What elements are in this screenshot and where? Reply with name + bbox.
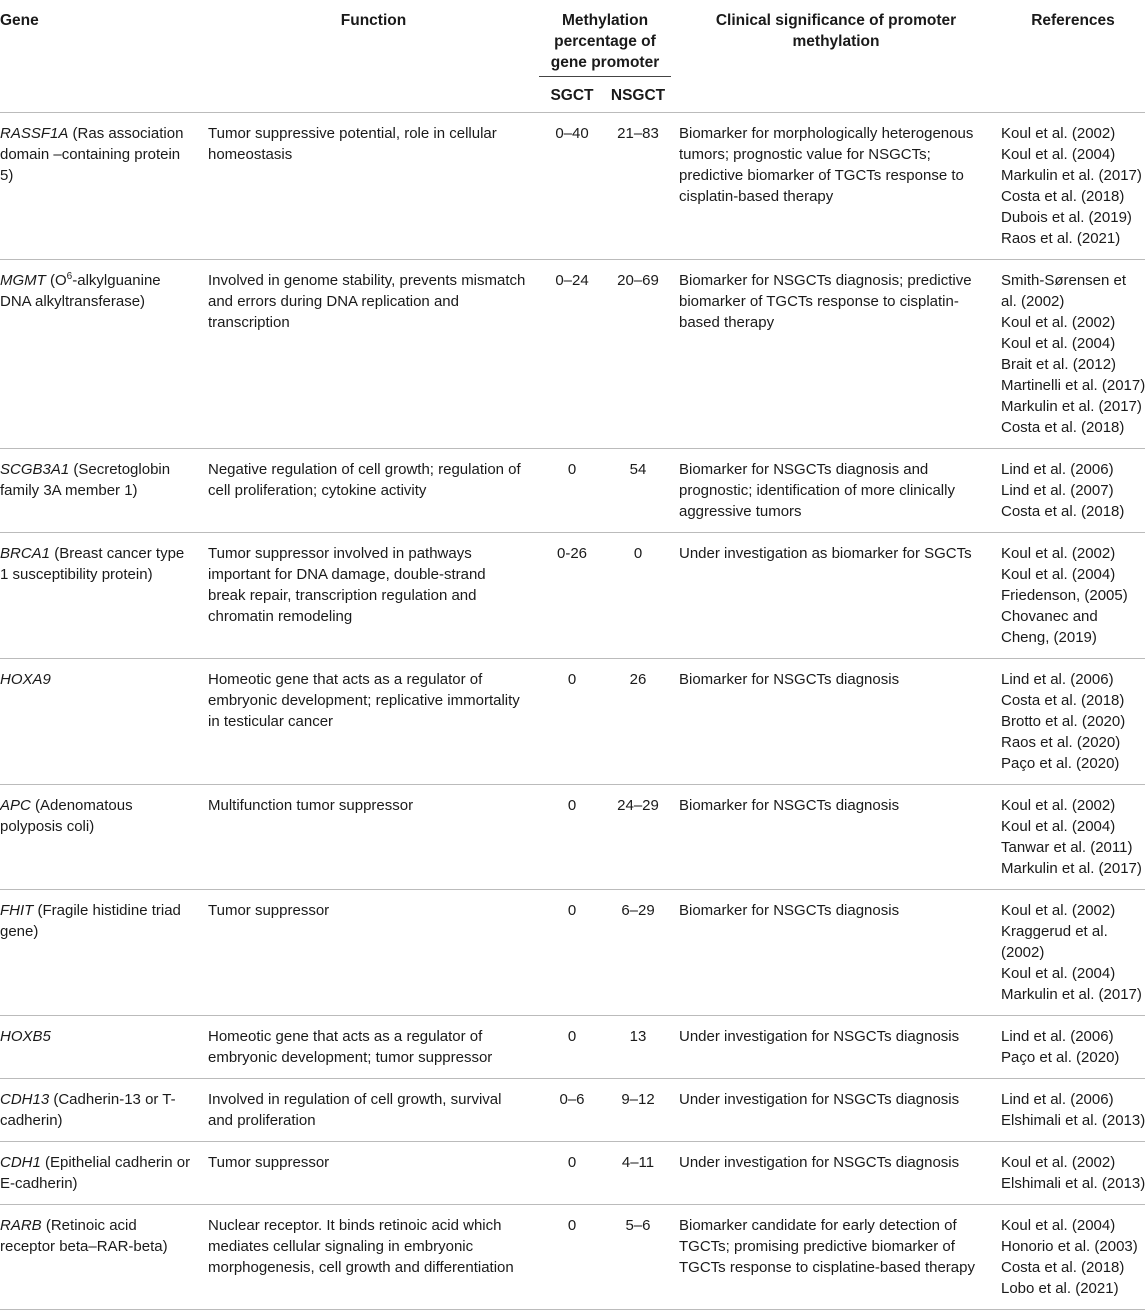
sgct-cell: 0–40 — [555, 125, 589, 142]
reference: Raos et al. (2020) — [1001, 734, 1121, 751]
references-cell — [1001, 659, 1145, 785]
gene-symbol: RARB — [0, 1217, 42, 1234]
header-clinical: Clinical significance of promoter methylation — [715, 12, 957, 50]
reference: Martinelli et al. (2017) — [1001, 377, 1145, 394]
gene-name-sup: 6 — [66, 271, 73, 282]
sgct-cell: 0 — [567, 1154, 577, 1171]
gene-name: (Breast cancer type 1 susceptibility protein) — [0, 545, 185, 583]
header-function: Function — [340, 12, 407, 29]
nsgct-cell: 5–6 — [625, 1217, 651, 1234]
gene-symbol: SCGB3A1 — [0, 461, 70, 478]
table-row — [0, 890, 1145, 1016]
function-cell: Nuclear receptor. It binds retinoic acid which mediates cellular signaling in embryonic morphogenesis, cell growth and differentiation — [208, 1217, 514, 1276]
gene-symbol: MGMT — [0, 272, 46, 289]
reference: Tanwar et al. (2011) — [1001, 839, 1133, 856]
reference: Koul et al. (2004) — [1001, 818, 1116, 835]
reference: Markulin et al. (2017) — [1001, 167, 1142, 184]
reference: Koul et al. (2004) — [1001, 965, 1116, 982]
reference: Brait et al. (2012) — [1001, 356, 1117, 373]
sgct-cell: 0–24 — [555, 272, 589, 289]
table-row — [0, 1142, 1145, 1205]
clinical-cell: Under investigation for NSGCTs diagnosis — [679, 1091, 960, 1108]
reference: Lind et al. (2007) — [1001, 482, 1114, 499]
nsgct-cell: 54 — [629, 461, 647, 478]
header-sgct: SGCT — [550, 87, 594, 104]
nsgct-cell: 20–69 — [617, 272, 659, 289]
sgct-cell: 0–6 — [559, 1091, 585, 1108]
header-references: References — [1031, 12, 1115, 29]
references-cell — [1001, 1142, 1145, 1205]
clinical-cell: Biomarker for NSGCTs diagnosis; predictive biomarker of TGCTs response to cisplatin-based therapy — [679, 272, 972, 331]
reference: Koul et al. (2002) — [1001, 545, 1116, 562]
function-cell: Multifunction tumor suppressor — [208, 797, 414, 814]
gene-symbol: APC — [0, 797, 31, 814]
table-row — [0, 1016, 1145, 1079]
reference: Elshimali et al. (2013) — [1001, 1175, 1145, 1192]
gene-cell — [0, 1016, 208, 1079]
gene-cell — [0, 260, 208, 449]
references-cell — [1001, 113, 1145, 260]
function-cell: Involved in regulation of cell growth, survival and proliferation — [208, 1091, 502, 1129]
function-cell: Tumor suppressor — [208, 902, 330, 919]
reference: Brotto et al. (2020) — [1001, 713, 1126, 730]
reference: Markulin et al. (2017) — [1001, 860, 1142, 877]
clinical-cell: Biomarker for NSGCTs diagnosis and prognostic; identification of more clinically aggressive tumors — [679, 461, 955, 520]
reference: Friedenson, (2005) — [1001, 587, 1128, 604]
gene-name-post: -alkylguanine DNA alkyltransferase) — [0, 272, 161, 310]
reference: Koul et al. (2002) — [1001, 902, 1116, 919]
sgct-cell: 0 — [567, 902, 577, 919]
reference: Lind et al. (2006) — [1001, 671, 1114, 688]
gene-symbol: CDH1 — [0, 1154, 41, 1171]
reference: Koul et al. (2002) — [1001, 314, 1116, 331]
gene-name: (Secretoglobin family 3A member 1) — [0, 461, 171, 499]
header-methylation-label: Methylation percentage of gene promoter — [539, 10, 671, 77]
reference: Lind et al. (2006) — [1001, 461, 1114, 478]
table-row — [0, 659, 1145, 785]
table-row — [0, 449, 1145, 533]
gene-name: (Retinoic acid receptor beta–RAR-beta) — [0, 1217, 168, 1255]
reference: Paço et al. (2020) — [1001, 1049, 1120, 1066]
nsgct-cell: 6–29 — [621, 902, 655, 919]
reference: Koul et al. (2004) — [1001, 146, 1116, 163]
gene-name: (Adenomatous polyposis coli) — [0, 797, 133, 835]
gene-name: (Cadherin-13 or T-cadherin) — [0, 1091, 176, 1129]
reference: Chovanec and Cheng, (2019) — [1001, 608, 1098, 646]
header-nsgct: NSGCT — [610, 87, 666, 104]
reference: Lind et al. (2006) — [1001, 1091, 1114, 1108]
gene-name: (Ras association domain –containing protein 5) — [0, 125, 184, 184]
gene-name-pre: (O — [45, 272, 67, 289]
nsgct-cell: 9–12 — [621, 1091, 655, 1108]
reference: Costa et al. (2018) — [1001, 503, 1125, 520]
gene-cell — [0, 659, 208, 785]
reference: Elshimali et al. (2013) — [1001, 1112, 1145, 1129]
gene-symbol: BRCA1 — [0, 545, 51, 562]
sgct-cell: 0 — [567, 461, 577, 478]
function-cell: Tumor suppressor involved in pathways important for DNA damage, double-strand break repair, transcription regulation and chromatin remodeling — [208, 545, 486, 625]
reference: Koul et al. (2004) — [1001, 566, 1116, 583]
function-cell: Negative regulation of cell growth; regulation of cell proliferation; cytokine activity — [208, 461, 521, 499]
gene-symbol: HOXA9 — [0, 671, 51, 688]
gene-cell — [0, 1142, 208, 1205]
reference: Dubois et al. (2019) — [1001, 209, 1132, 226]
references-cell — [1001, 890, 1145, 1016]
sgct-cell: 0 — [567, 797, 577, 814]
table-row — [0, 533, 1145, 659]
gene-cell — [0, 785, 208, 890]
reference: Markulin et al. (2017) — [1001, 986, 1142, 1003]
gene-symbol: CDH13 — [0, 1091, 50, 1108]
reference: Koul et al. (2004) — [1001, 1217, 1116, 1234]
references-cell — [1001, 533, 1145, 659]
sgct-cell: 0 — [567, 671, 577, 688]
references-cell — [1001, 449, 1145, 533]
references-cell — [1001, 1079, 1145, 1142]
reference: Lobo et al. (2021) — [1001, 1280, 1119, 1297]
nsgct-cell: 26 — [629, 671, 647, 688]
references-cell — [1001, 785, 1145, 890]
gene-symbol: RASSF1A — [0, 125, 69, 142]
sgct-cell: 0-26 — [556, 545, 588, 562]
reference: Kraggerud et al. (2002) — [1001, 923, 1108, 961]
gene-symbol: HOXB5 — [0, 1028, 51, 1045]
clinical-cell: Biomarker candidate for early detection of TGCTs; promising predictive biomarker of TGCTs response to cisplatine-based therapy — [679, 1217, 975, 1276]
gene-name: (Fragile histidine triad gene) — [0, 902, 181, 940]
reference: Lind et al. (2006) — [1001, 1028, 1114, 1045]
clinical-cell: Biomarker for NSGCTs diagnosis — [679, 671, 900, 688]
reference: Costa et al. (2018) — [1001, 692, 1125, 709]
clinical-cell: Biomarker for NSGCTs diagnosis — [679, 797, 900, 814]
gene-cell — [0, 1079, 208, 1142]
sgct-cell: 0 — [567, 1028, 577, 1045]
reference: Smith-Sørensen et al. (2002) — [1001, 272, 1127, 310]
table-row — [0, 113, 1145, 260]
gene-cell — [0, 113, 208, 260]
table-row — [0, 260, 1145, 449]
references-cell — [1001, 1016, 1145, 1079]
reference: Markulin et al. (2017) — [1001, 398, 1142, 415]
nsgct-cell: 4–11 — [621, 1154, 655, 1171]
clinical-cell: Under investigation for NSGCTs diagnosis — [679, 1028, 960, 1045]
clinical-cell: Under investigation for NSGCTs diagnosis — [679, 1154, 960, 1171]
function-cell: Homeotic gene that acts as a regulator of embryonic development; tumor suppressor — [208, 1028, 493, 1066]
clinical-cell: Biomarker for NSGCTs diagnosis — [679, 902, 900, 919]
reference: Koul et al. (2002) — [1001, 125, 1116, 142]
clinical-cell: Under investigation as biomarker for SGCTs — [679, 545, 972, 562]
gene-cell — [0, 533, 208, 659]
reference: Costa et al. (2018) — [1001, 188, 1125, 205]
gene-cell — [0, 890, 208, 1016]
nsgct-cell: 24–29 — [617, 797, 659, 814]
nsgct-cell: 13 — [629, 1028, 647, 1045]
function-cell: Homeotic gene that acts as a regulator of embryonic development; replicative immortality in testicular cancer — [208, 671, 520, 730]
reference: Costa et al. (2018) — [1001, 419, 1125, 436]
nsgct-cell: 0 — [633, 545, 643, 562]
header-methylation — [539, 0, 671, 77]
table-row — [0, 1079, 1145, 1142]
reference: Paço et al. (2020) — [1001, 755, 1120, 772]
clinical-cell: Biomarker for morphologically heterogenous tumors; prognostic value for NSGCTs; predictive biomarker of TGCTs response to cisplatin-based therapy — [679, 125, 974, 205]
header-gene: Gene — [0, 12, 39, 29]
reference: Koul et al. (2002) — [1001, 1154, 1116, 1171]
function-cell: Tumor suppressor — [208, 1154, 330, 1171]
table-row — [0, 785, 1145, 890]
sgct-cell: 0 — [567, 1217, 577, 1234]
references-cell — [1001, 260, 1145, 449]
reference: Koul et al. (2004) — [1001, 335, 1116, 352]
reference: Costa et al. (2018) — [1001, 1259, 1125, 1276]
reference: Honorio et al. (2003) — [1001, 1238, 1138, 1255]
function-cell: Involved in genome stability, prevents mismatch and errors during DNA replication and transcription — [208, 272, 526, 331]
references-cell — [1001, 1205, 1145, 1310]
gene-symbol: FHIT — [0, 902, 34, 919]
nsgct-cell: 21–83 — [617, 125, 659, 142]
reference: Koul et al. (2002) — [1001, 797, 1116, 814]
function-cell: Tumor suppressive potential, role in cellular homeostasis — [208, 125, 497, 163]
gene-cell — [0, 1205, 208, 1310]
table-row — [0, 1205, 1145, 1310]
gene-cell — [0, 449, 208, 533]
gene-name: (Epithelial cadherin or E-cadherin) — [0, 1154, 191, 1192]
reference: Raos et al. (2021) — [1001, 230, 1121, 247]
